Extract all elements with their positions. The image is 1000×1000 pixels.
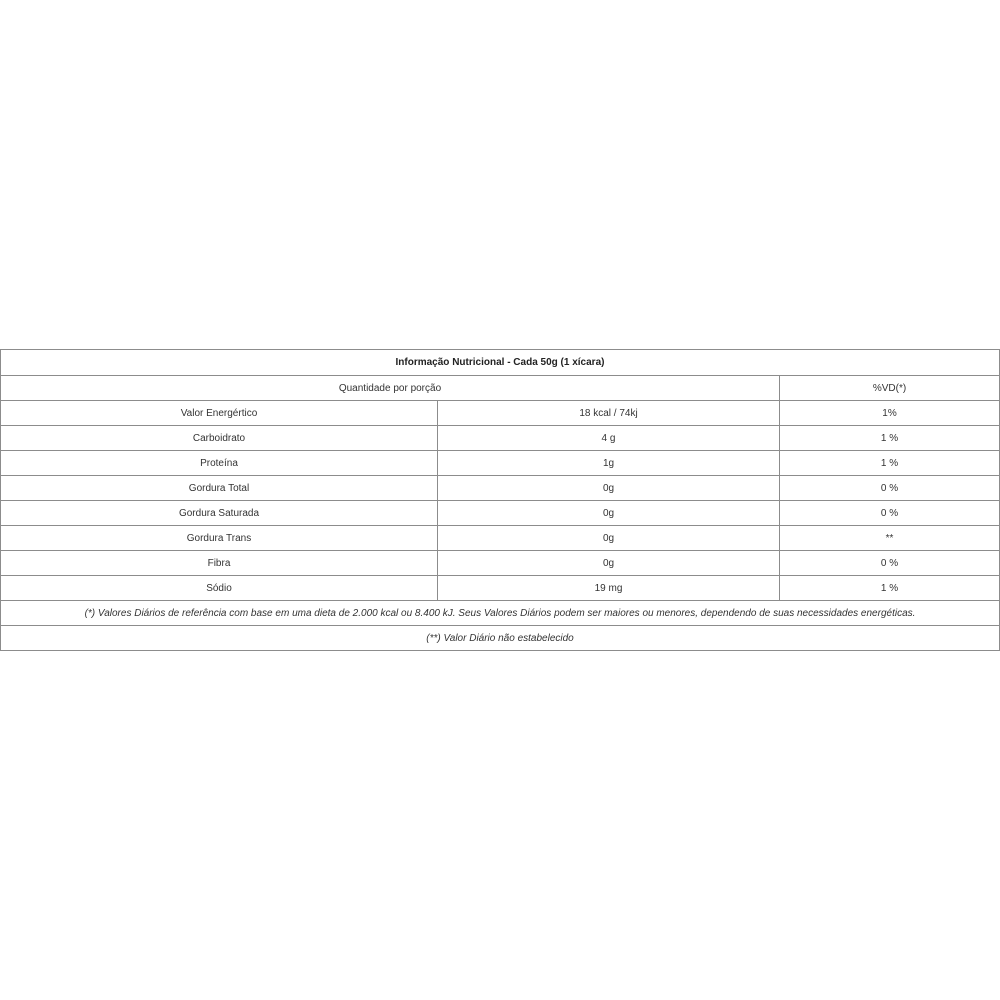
footnote-row <box>1 601 1000 626</box>
nutrient-amount: 1g <box>438 451 780 476</box>
table-header-row <box>1 376 1000 401</box>
vd-header: %VD(*) <box>780 376 1000 401</box>
nutrient-name: Gordura Saturada <box>1 501 438 526</box>
table-title: Informação Nutricional - Cada 50g (1 xícara) <box>1 350 1000 376</box>
footnote-daily-values: (*) Valores Diários de referência com base em uma dieta de 2.000 kcal ou 8.400 kJ. Seus Valores Diários podem ser maiores ou menores, dependendo de suas necessidades energéticas. <box>1 601 1000 626</box>
nutrient-amount: 18 kcal / 74kj <box>438 401 780 426</box>
table-row <box>1 526 1000 551</box>
nutrient-vd: 0 % <box>780 501 1000 526</box>
table-title-row <box>1 350 1000 376</box>
table-row <box>1 576 1000 601</box>
table-row <box>1 501 1000 526</box>
nutrient-name: Gordura Total <box>1 476 438 501</box>
nutrient-vd: ** <box>780 526 1000 551</box>
nutrient-amount: 0g <box>438 526 780 551</box>
nutrient-amount: 19 mg <box>438 576 780 601</box>
nutrient-vd: 1 % <box>780 451 1000 476</box>
table-row <box>1 401 1000 426</box>
nutrient-amount: 0g <box>438 551 780 576</box>
table-row <box>1 551 1000 576</box>
nutrient-amount: 0g <box>438 476 780 501</box>
nutrient-amount: 0g <box>438 501 780 526</box>
nutrient-name: Gordura Trans <box>1 526 438 551</box>
footnote-not-established: (**) Valor Diário não estabelecido <box>1 626 1000 651</box>
nutrient-amount: 4 g <box>438 426 780 451</box>
nutrient-name: Fibra <box>1 551 438 576</box>
nutrition-table <box>0 349 1000 651</box>
nutrient-vd: 0 % <box>780 551 1000 576</box>
nutrient-name: Proteína <box>1 451 438 476</box>
nutrient-vd: 0 % <box>780 476 1000 501</box>
nutrient-name: Valor Energértico <box>1 401 438 426</box>
quantity-header: Quantidade por porção <box>1 376 780 401</box>
nutrient-vd: 1 % <box>780 426 1000 451</box>
table-row <box>1 426 1000 451</box>
nutrient-name: Carboidrato <box>1 426 438 451</box>
table-row <box>1 451 1000 476</box>
nutrient-vd: 1% <box>780 401 1000 426</box>
nutrient-name: Sódio <box>1 576 438 601</box>
footnote-row <box>1 626 1000 651</box>
table-row <box>1 476 1000 501</box>
nutrient-vd: 1 % <box>780 576 1000 601</box>
